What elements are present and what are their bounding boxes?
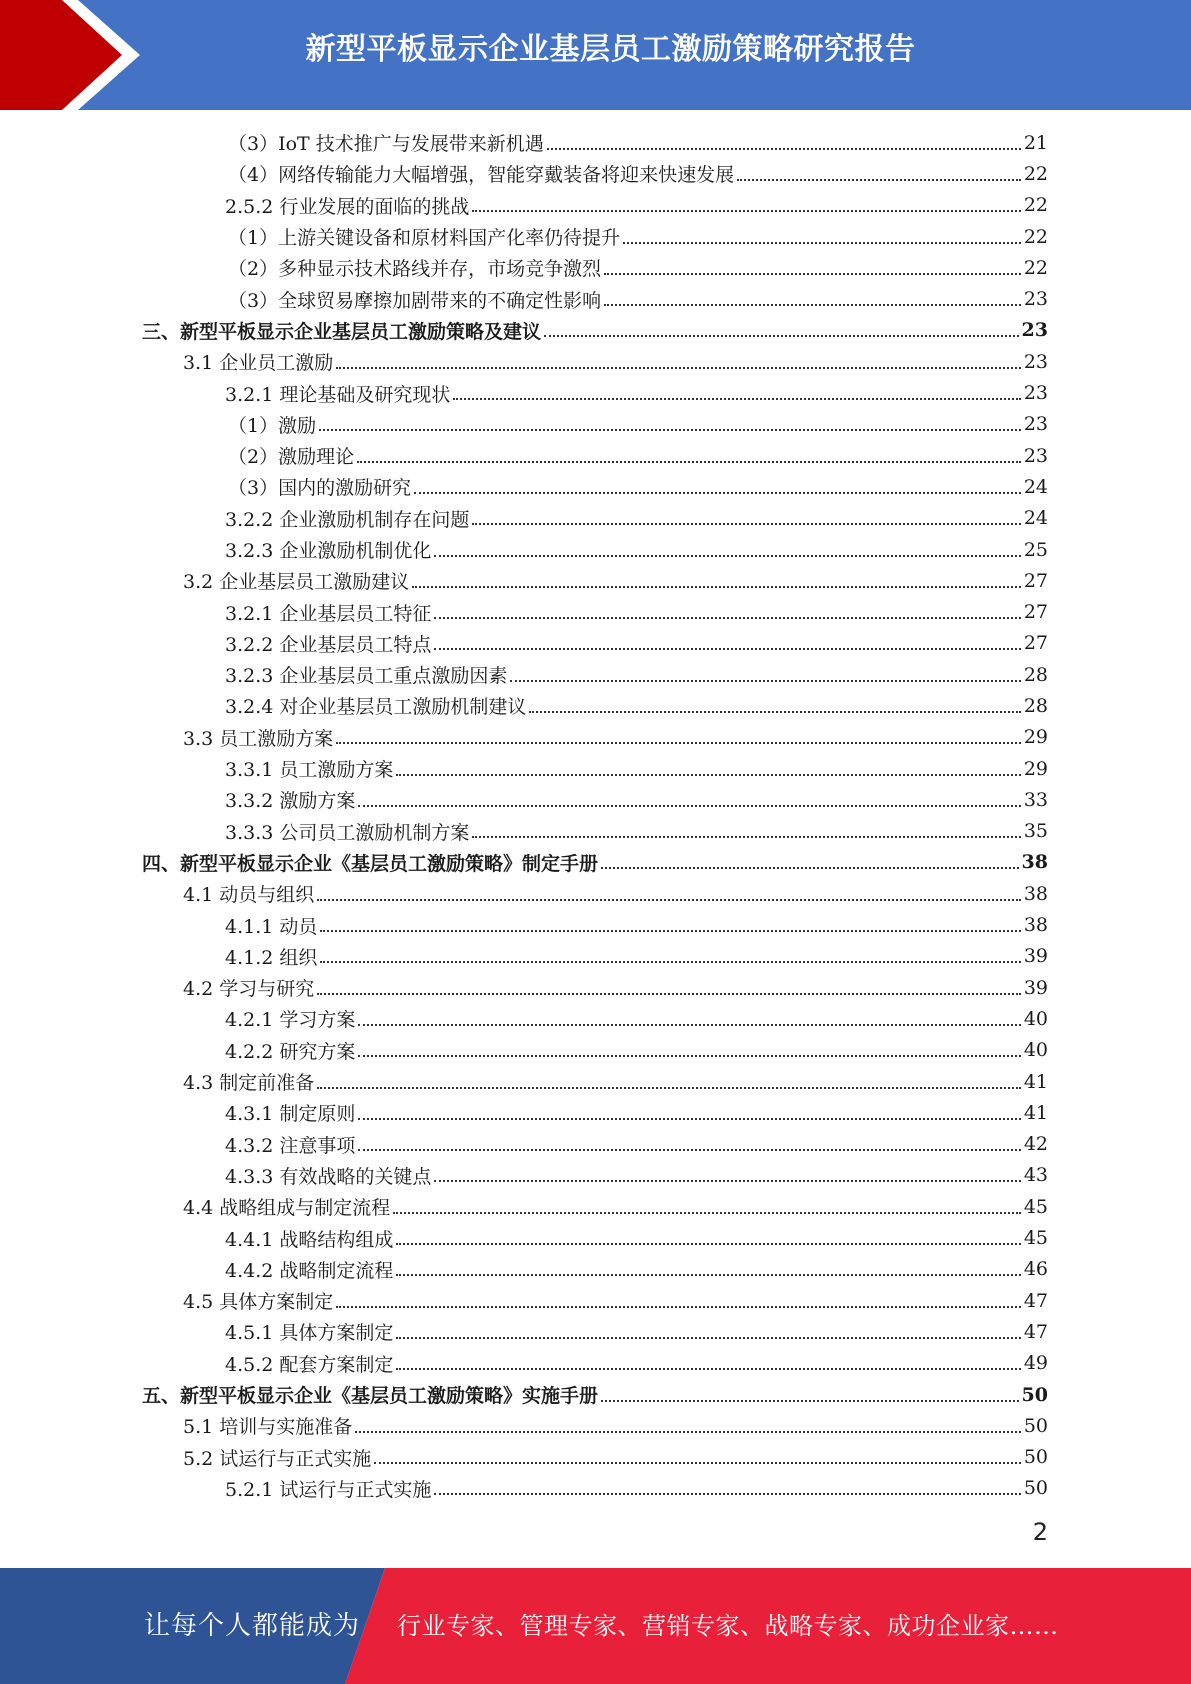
toc-entry[interactable] — [0, 784, 1191, 815]
toc-entry-title: 4.3.1 制定原则 — [225, 1103, 356, 1126]
toc-entry[interactable] — [0, 1441, 1191, 1472]
page-footer — [0, 1568, 1191, 1684]
toc-entry-title: 3.3 员工激励方案 — [183, 727, 334, 750]
toc-entry[interactable] — [0, 315, 1191, 346]
toc-entry-title: 4.2.1 学习方案 — [225, 1009, 356, 1032]
toc-entry[interactable] — [0, 909, 1191, 940]
toc-entry[interactable] — [0, 409, 1191, 440]
toc-entry-page: 29 — [1023, 726, 1048, 749]
toc-entry[interactable] — [0, 941, 1191, 972]
toc-entry-title: （3）国内的激励研究 — [228, 477, 412, 500]
toc-entry-page: 35 — [1023, 820, 1048, 843]
toc-entry[interactable] — [0, 972, 1191, 1003]
toc-entry-title: 3.2.3 企业激励机制优化 — [225, 540, 432, 562]
toc-entry-title: 3.2.3 企业基层员工重点激励因素 — [225, 665, 508, 688]
toc-entry-title: 5.2 试运行与正式实施 — [183, 1447, 372, 1470]
toc-entry-page: 22 — [1023, 256, 1048, 279]
footer-slogan-left: 让每个人都能成为 — [144, 1611, 361, 1641]
toc-dot-leader — [336, 1306, 1021, 1308]
toc-entry-page: 41 — [1023, 1070, 1048, 1093]
toc-entry-title: 3.2.1 理论基础及研究现状 — [225, 383, 451, 406]
toc-dot-leader — [601, 867, 1019, 869]
toc-entry[interactable] — [0, 1254, 1191, 1285]
toc-dot-leader — [357, 461, 1021, 463]
toc-dot-leader — [317, 993, 1021, 995]
toc-entry-page: 29 — [1023, 757, 1048, 780]
toc-entry[interactable] — [0, 659, 1191, 690]
toc-entry-page: 47 — [1023, 1289, 1048, 1312]
toc-dot-leader — [358, 1024, 1020, 1026]
toc-dot-leader — [434, 617, 1020, 619]
toc-entry-title: 2.5.2 行业发展的面临的挑战 — [225, 195, 470, 218]
toc-entry-title: 4.2.2 研究方案 — [225, 1040, 356, 1063]
red-chevron-shape — [0, 0, 122, 110]
toc-entry[interactable] — [0, 1129, 1191, 1160]
toc-entry[interactable] — [0, 565, 1191, 596]
toc-entry-title: 4.3.2 注意事项 — [225, 1134, 356, 1157]
toc-entry[interactable] — [0, 1035, 1191, 1066]
toc-entry[interactable] — [0, 1316, 1191, 1347]
toc-entry-title: 3.1 企业员工激励 — [183, 352, 334, 375]
page-number: 2 — [1032, 1518, 1048, 1546]
toc-entry-page: 23 — [1023, 413, 1048, 436]
table-of-contents — [0, 127, 1191, 1504]
toc-entry-title: （1）激励 — [228, 414, 317, 437]
toc-entry-page: 23 — [1023, 288, 1048, 311]
toc-entry[interactable] — [0, 1285, 1191, 1316]
toc-entry-page: 40 — [1023, 1007, 1048, 1030]
toc-dot-leader — [623, 242, 1021, 244]
footer-slogan-right: 行业专家、管理专家、营销专家、战略专家、成功企业家…… — [397, 1612, 1059, 1640]
toc-dot-leader — [393, 1212, 1021, 1214]
toc-entry-page: 40 — [1023, 1039, 1048, 1062]
toc-entry-title: 3.2.1 企业基层员工特征 — [225, 602, 432, 625]
toc-entry-title: 3.2 企业基层员工激励建议 — [183, 571, 410, 594]
toc-dot-leader — [320, 930, 1020, 932]
toc-entry-title: 4.4.2 战略制定流程 — [225, 1259, 394, 1282]
toc-dot-leader — [601, 1400, 1019, 1402]
toc-entry[interactable] — [0, 158, 1191, 189]
toc-dot-leader — [336, 367, 1021, 369]
toc-entry-title: 4.1.1 动员 — [225, 915, 318, 938]
toc-entry-page: 27 — [1023, 569, 1048, 592]
toc-entry-page: 23 — [1023, 350, 1048, 373]
toc-dot-leader — [336, 742, 1021, 744]
toc-entry[interactable] — [0, 1003, 1191, 1034]
toc-entry-page: 23 — [1023, 382, 1048, 405]
toc-entry-page: 46 — [1023, 1258, 1048, 1281]
toc-entry-page: 24 — [1023, 507, 1048, 530]
toc-entry-title: （2）激励理论 — [228, 446, 355, 469]
toc-entry-title: 4.3 制定前准备 — [183, 1072, 315, 1095]
toc-entry-page: 23 — [1023, 444, 1048, 467]
toc-dot-leader — [317, 899, 1021, 901]
toc-dot-leader — [414, 492, 1021, 494]
toc-entry[interactable] — [0, 878, 1191, 909]
toc-entry-title: 四、新型平板显示企业《基层员工激励策略》制定手册 — [142, 852, 599, 875]
toc-entry-title: （4）网络传输能力大幅增强，智能穿戴装备将迎来快速发展 — [228, 164, 735, 187]
toc-entry[interactable] — [0, 1410, 1191, 1441]
toc-entry-page: 47 — [1023, 1320, 1048, 1343]
toc-entry[interactable] — [0, 1379, 1191, 1410]
toc-dot-leader — [396, 774, 1020, 776]
toc-entry-page: 25 — [1023, 538, 1048, 561]
toc-entry-page: 50 — [1023, 1446, 1048, 1469]
toc-entry[interactable] — [0, 847, 1191, 878]
toc-entry-title: 4.1 动员与组织 — [183, 884, 315, 907]
toc-entry[interactable] — [0, 722, 1191, 753]
toc-entry-page: 28 — [1023, 694, 1048, 717]
toc-entry-title: 3.3.3 公司员工激励机制方案 — [225, 821, 470, 844]
toc-entry[interactable] — [0, 534, 1191, 565]
toc-entry-title: 4.4 战略组成与制定流程 — [183, 1197, 391, 1220]
toc-entry-page: 24 — [1023, 475, 1048, 498]
toc-dot-leader — [434, 648, 1020, 650]
toc-entry-page: 38 — [1023, 914, 1048, 937]
toc-entry-page: 33 — [1023, 788, 1048, 811]
toc-entry-page: 27 — [1023, 632, 1048, 655]
toc-dot-leader — [604, 273, 1021, 275]
toc-entry-title: 五、新型平板显示企业《基层员工激励策略》实施手册 — [142, 1385, 599, 1408]
toc-dot-leader — [472, 836, 1020, 838]
toc-entry-page: 49 — [1023, 1352, 1048, 1375]
toc-entry-page: 28 — [1023, 663, 1048, 686]
toc-entry-title: 4.1.2 组织 — [225, 946, 318, 969]
toc-entry[interactable] — [0, 503, 1191, 534]
toc-entry[interactable] — [0, 1222, 1191, 1253]
toc-entry[interactable] — [0, 252, 1191, 283]
toc-dot-leader — [434, 555, 1020, 557]
toc-entry[interactable] — [0, 471, 1191, 502]
toc-dot-leader — [396, 1274, 1020, 1276]
toc-dot-leader — [529, 711, 1020, 713]
toc-entry-title: 3.3.2 激励方案 — [225, 790, 356, 813]
toc-entry-title: 3.2.2 企业基层员工特点 — [225, 633, 432, 656]
toc-entry-page: 39 — [1023, 976, 1048, 999]
toc-entry-title: 5.1 培训与实施准备 — [183, 1416, 353, 1439]
toc-dot-leader — [510, 680, 1020, 682]
toc-entry-page: 41 — [1023, 1101, 1048, 1124]
toc-entry-page: 42 — [1023, 1133, 1048, 1156]
toc-dot-leader — [396, 1243, 1020, 1245]
toc-entry-title: （1）上游关键设备和原材料国产化率仍待提升 — [228, 227, 621, 250]
toc-entry-title: 5.2.1 试运行与正式实施 — [225, 1478, 432, 1501]
toc-dot-leader — [434, 1180, 1020, 1182]
toc-entry[interactable] — [0, 1473, 1191, 1504]
toc-entry[interactable] — [0, 690, 1191, 721]
toc-entry-page: 43 — [1023, 1164, 1048, 1187]
toc-entry-page: 38 — [1023, 882, 1048, 905]
toc-dot-leader — [472, 210, 1020, 212]
toc-entry[interactable] — [0, 1348, 1191, 1379]
toc-entry-title: 4.5 具体方案制定 — [183, 1291, 334, 1314]
toc-entry[interactable] — [0, 1066, 1191, 1097]
toc-entry-title: 三、新型平板显示企业基层员工激励策略及建议 — [142, 320, 542, 343]
toc-entry[interactable] — [0, 127, 1191, 158]
toc-entry-page: 50 — [1023, 1477, 1048, 1500]
toc-dot-leader — [355, 1431, 1021, 1433]
toc-entry-page: 50 — [1023, 1414, 1048, 1437]
toc-entry[interactable] — [0, 440, 1191, 471]
toc-dot-leader — [547, 148, 1021, 150]
toc-dot-leader — [358, 1055, 1020, 1057]
toc-entry-page: 22 — [1023, 162, 1048, 185]
toc-dot-leader — [396, 1337, 1020, 1339]
toc-entry-page: 23 — [1021, 319, 1048, 342]
toc-entry-title: 4.2 学习与研究 — [183, 978, 315, 1001]
toc-dot-leader — [317, 1087, 1021, 1089]
toc-entry[interactable] — [0, 1097, 1191, 1128]
toc-entry[interactable] — [0, 816, 1191, 847]
toc-dot-leader — [412, 586, 1021, 588]
toc-dot-leader — [737, 179, 1021, 181]
toc-entry[interactable] — [0, 190, 1191, 221]
toc-dot-leader — [358, 805, 1020, 807]
toc-entry-title: 4.4.1 战略结构组成 — [225, 1228, 394, 1251]
toc-entry-title: 3.2.4 对企业基层员工激励机制建议 — [225, 696, 527, 719]
toc-entry-title: （3）全球贸易摩擦加剧带来的不确定性影响 — [228, 289, 602, 312]
toc-entry-page: 45 — [1023, 1227, 1048, 1250]
toc-dot-leader — [544, 335, 1019, 337]
toc-entry-title: 3.3.1 员工激励方案 — [225, 759, 394, 782]
toc-dot-leader — [319, 429, 1021, 431]
toc-entry-title: （2）多种显示技术路线并存，市场竞争激烈 — [228, 258, 602, 281]
document-title: 新型平板显示企业基层员工激励策略研究报告 — [305, 32, 916, 67]
toc-entry-title: 4.3.3 有效战略的关键点 — [225, 1165, 432, 1188]
toc-entry-page: 50 — [1021, 1383, 1048, 1406]
toc-dot-leader — [320, 961, 1020, 963]
toc-entry-page: 27 — [1023, 601, 1048, 624]
toc-entry-page: 38 — [1021, 851, 1048, 874]
header-chevron-decoration — [0, 0, 160, 110]
toc-entry-title: （3）IoT 技术推广与发展带来新机遇 — [228, 133, 544, 156]
toc-entry[interactable] — [0, 377, 1191, 408]
toc-dot-leader — [472, 523, 1020, 525]
toc-dot-leader — [374, 1462, 1021, 1464]
toc-entry[interactable] — [0, 283, 1191, 314]
toc-entry-title: 4.5.2 配套方案制定 — [225, 1353, 394, 1376]
page-header — [0, 0, 1191, 110]
toc-dot-leader — [396, 1368, 1020, 1370]
toc-entry-page: 22 — [1023, 225, 1048, 248]
toc-entry-page: 22 — [1023, 194, 1048, 217]
toc-entry[interactable] — [0, 1160, 1191, 1191]
toc-dot-leader — [434, 1493, 1020, 1495]
toc-entry[interactable] — [0, 346, 1191, 377]
toc-dot-leader — [358, 1118, 1020, 1120]
toc-dot-leader — [453, 398, 1020, 400]
toc-entry-title: 3.2.2 企业激励机制存在问题 — [225, 508, 470, 531]
toc-entry[interactable] — [0, 596, 1191, 627]
toc-dot-leader — [604, 304, 1021, 306]
toc-entry-title: 4.5.1 具体方案制定 — [225, 1322, 394, 1345]
toc-dot-leader — [358, 1149, 1020, 1151]
toc-entry-page: 21 — [1023, 131, 1048, 154]
toc-entry[interactable] — [0, 1191, 1191, 1222]
toc-entry[interactable] — [0, 753, 1191, 784]
toc-entry[interactable] — [0, 628, 1191, 659]
toc-entry[interactable] — [0, 221, 1191, 252]
toc-entry-page: 39 — [1023, 945, 1048, 968]
toc-entry-page: 45 — [1023, 1195, 1048, 1218]
